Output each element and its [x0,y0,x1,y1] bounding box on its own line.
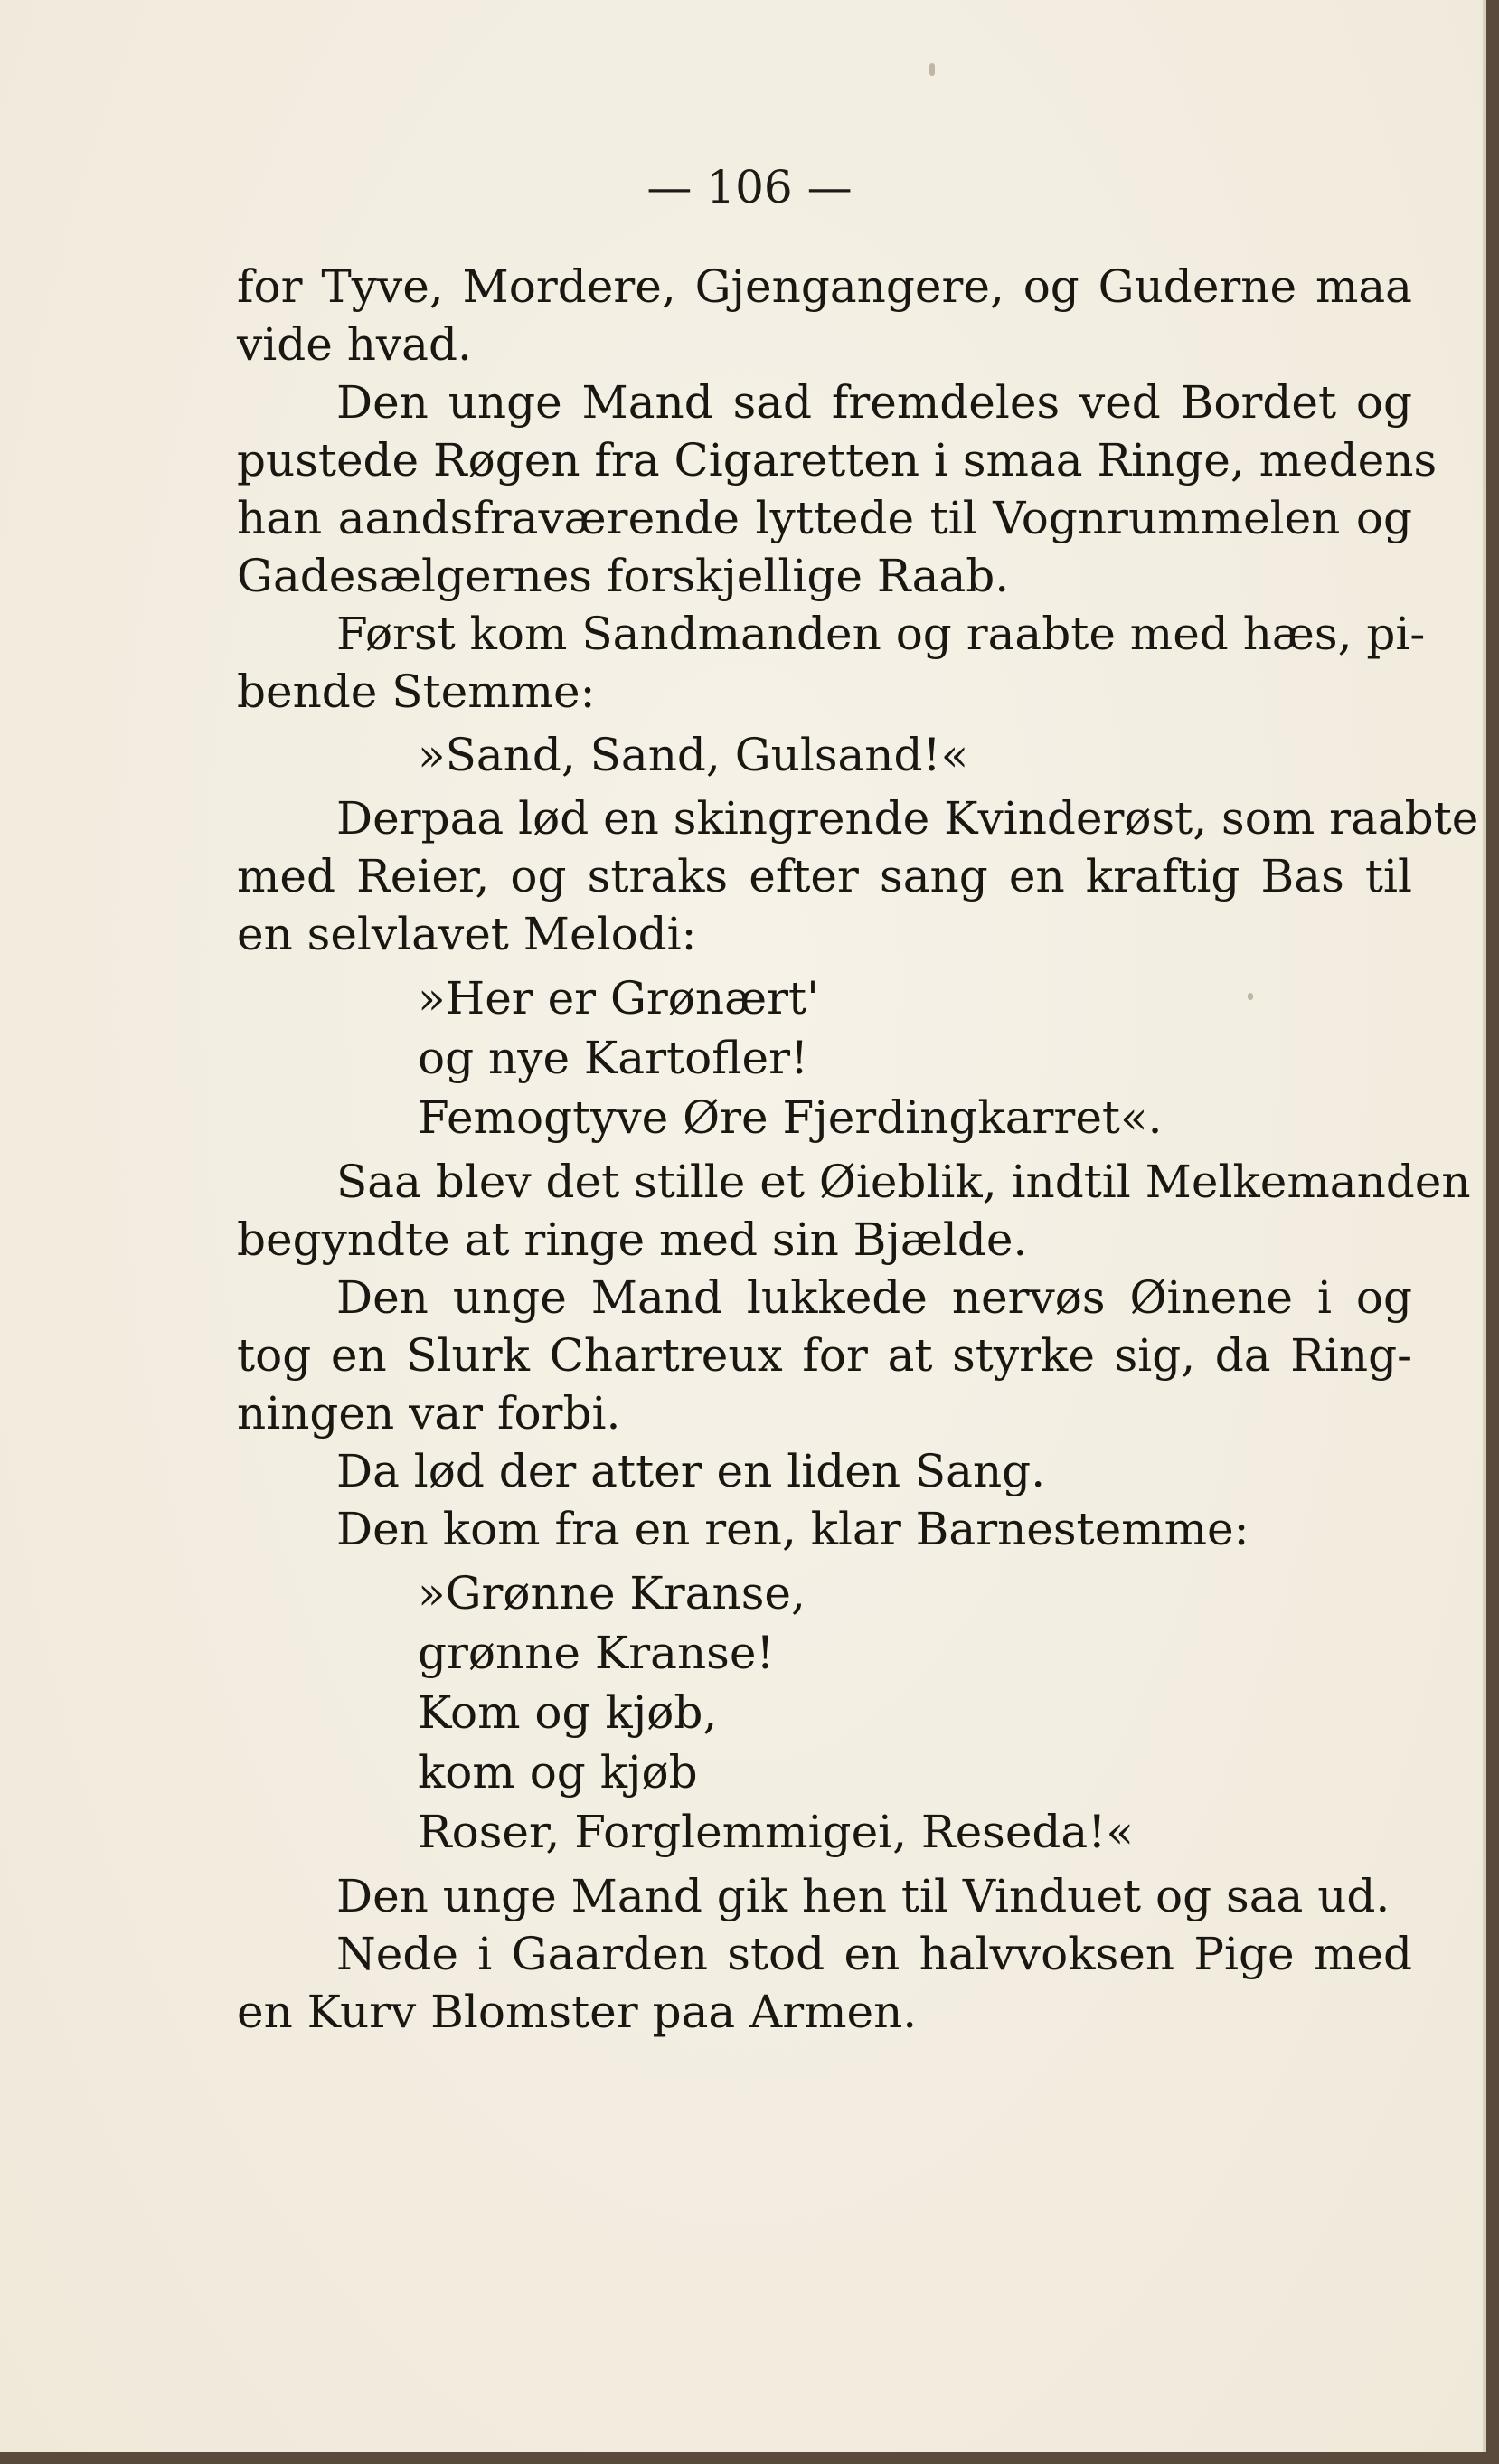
text-line: vide hvad. [237,318,472,371]
paper-speck [929,63,935,76]
verse-line: Roser, Forglemmigei, Reseda!« [418,1806,1134,1858]
text-line: Den unge Mand sad fremdeles ved Bordet og [336,376,1412,429]
text-line: tog en Slurk Chartreux for at styrke sig, da Ring- [237,1329,1412,1382]
text-line: Da lød der atter en liden Sang. [336,1445,1046,1497]
text-line: han aandsfraværende lyttede til Vognrummelen og [237,492,1412,544]
verse-line: Femogtyve Øre Fjerdingkarret«. [418,1091,1163,1144]
text-line: med Reier, og straks efter sang en kraftig Bas til [237,850,1412,902]
verse-line: kom og kjøb [418,1746,698,1798]
verse-line: »Sand, Sand, Gulsand!« [418,729,969,781]
page-number: — 106 — [646,161,853,213]
text-line: Den kom fra en ren, klar Barnestemme: [336,1503,1249,1555]
text-line: pustede Røgen fra Cigaretten i smaa Ringe, medens [237,434,1438,486]
text-line: Den unge Mand gik hen til Vinduet og saa ud. [336,1870,1391,1922]
paragraph [237,373,1438,605]
verse [237,968,1412,1147]
paragraph [237,1867,1412,1925]
text-line: for Tyve, Mordere, Gjengangere, og Guderne maa [237,260,1412,313]
text-line: Først kom Sandmanden og raabte med hæs, pi- [336,608,1426,660]
quoted-call [237,726,1412,784]
text-line: en Kurv Blomster paa Armen. [237,1986,918,2038]
text-line: bende Stemme: [237,666,596,718]
body-text [237,258,1479,2041]
text-line: en selvlavet Melodi: [237,908,697,960]
paragraph [237,258,1412,373]
text-line: Den unge Mand lukkede nervøs Øinene i og [336,1271,1412,1324]
text-line: Derpaa lød en skingrende Kvinderøst, som raabte [336,792,1479,845]
verse [237,1563,1412,1862]
text-line: begyndte at ringe med sin Bjælde. [237,1213,1028,1266]
paragraph [237,1269,1412,1442]
paragraph [237,1153,1471,1269]
text-line: Nede i Gaarden stod en halvvoksen Pige med [336,1928,1412,1980]
paragraph [237,605,1426,721]
paragraph [237,789,1479,963]
verse-line: Kom og kjøb, [418,1686,718,1739]
verse-line: »Her er Grønært' [418,972,819,1024]
verse-line: grønne Kranse! [418,1627,775,1679]
paragraph [237,1500,1412,1558]
verse-line: og nye Kartofler! [418,1032,809,1084]
text-line: Gadesælgernes forskjellige Raab. [237,550,1010,602]
paragraph [237,1925,1412,2041]
verse-line: »Grønne Kranse, [418,1567,806,1619]
text-line: Saa blev det stille et Øieblik, indtil Melkemanden [336,1156,1471,1208]
paragraph [237,1442,1412,1500]
text-line: ningen var forbi. [237,1387,621,1440]
